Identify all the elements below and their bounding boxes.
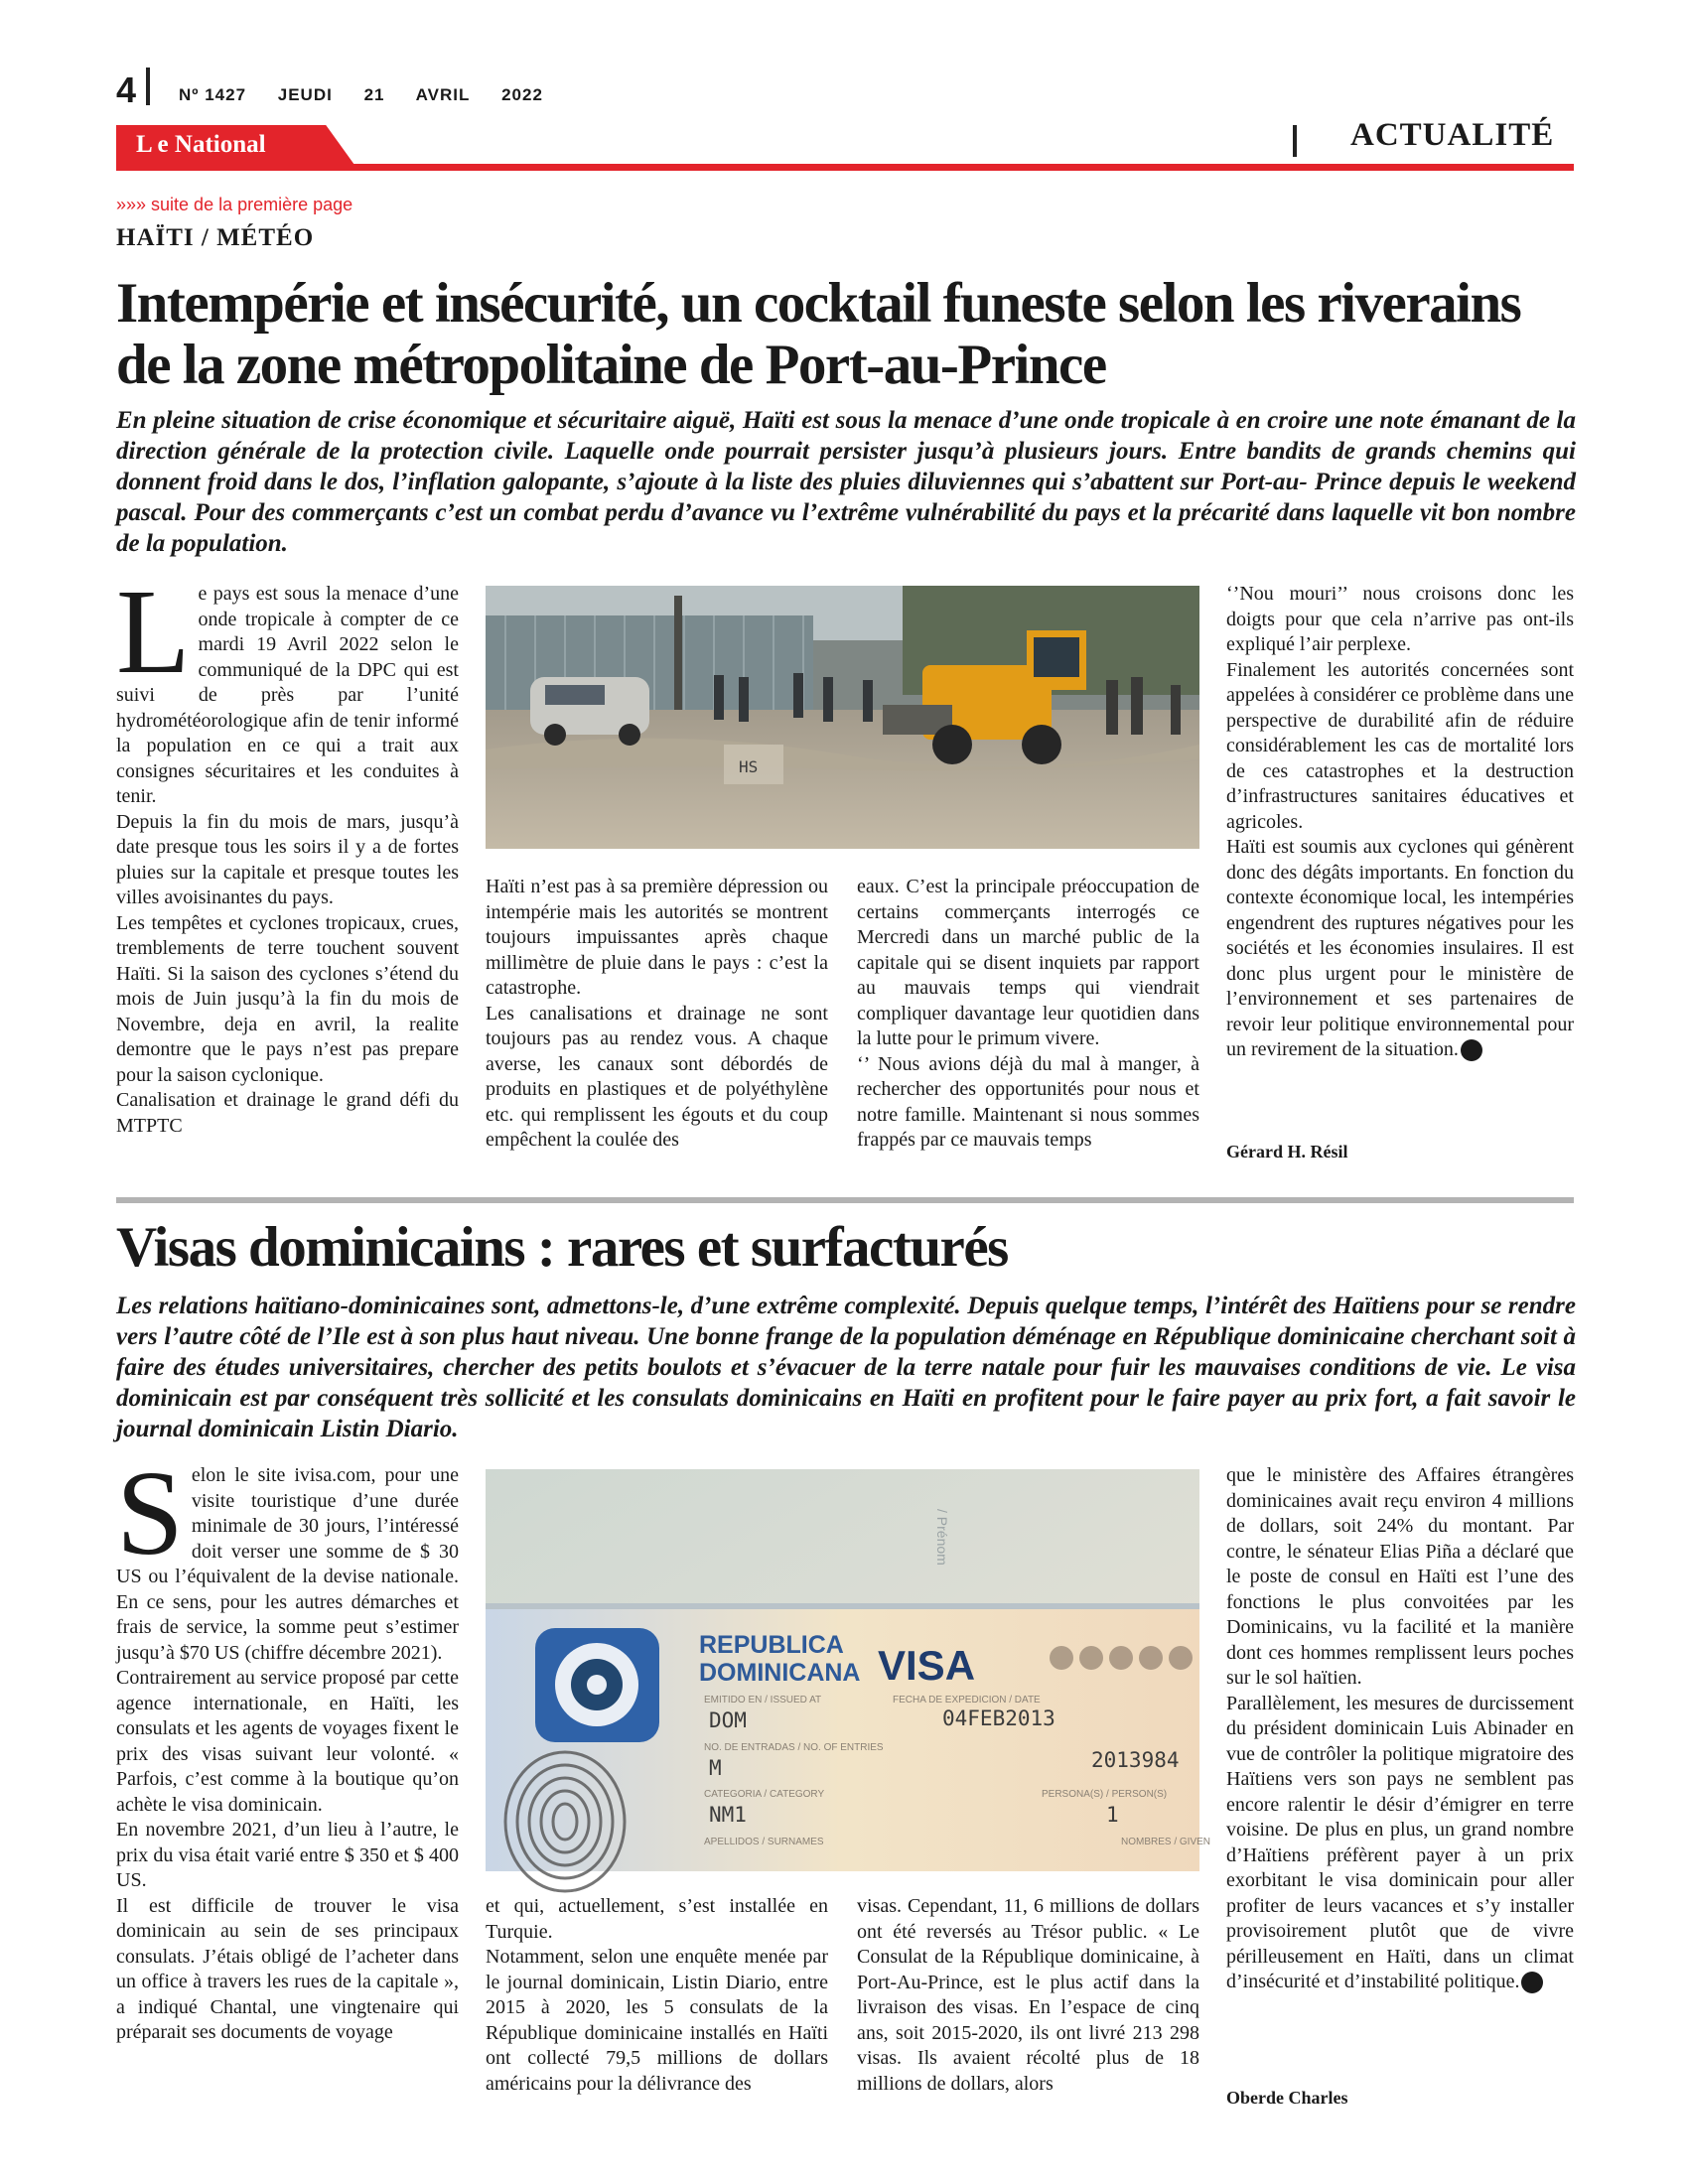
paragraph: En novembre 2021, d’un lieu à l’autre, le prix du visa était varié entre $ 350 et $ 400 US. [116,1819,459,1891]
paragraph: que le ministère des Affaires étrangères dominicaines avait reçu environ 4 millions de dollars, soit 24% du montant. Par contre, le sénateur Elias Piña a déclaré que le poste de consul en Haïti est l’une des fonctions le plus convoitées par les Dominicains, vu la facilité et la manière dont ces hommes remplissent leurs poches sur le sol haïtien. [1226,1464,1574,1689]
article-headline: Visas dominicains : rares et surfacturés [116,1216,1008,1279]
article-headline: Intempérie et insécurité, un cocktail funeste selon les riverains de la zone métropolitaine de Port-au-Prince [116,272,1521,396]
end-of-article-icon [1521,1972,1543,1993]
article-column-4 [1226,582,1574,1063]
visa-field-label: APELLIDOS / SURNAMES [704,1837,824,1847]
article-divider [116,1197,1574,1203]
article-column-1 [116,1446,459,2046]
flood-street-illustration [486,586,1199,849]
paragraph: Les canalisations et drainage ne sont toujours pas au rendez vous. A chaque averse, les canaux sont débordés de produits en plastiques et de polyéthylène etc. qui remplissent les égouts et du coup empêchent la coulée des [486,1002,828,1151]
article-column-2 [486,1894,828,2097]
paragraph-text: Parallèlement, les mesures de durcissement du président dominicain Luis Abinader en vue de contrôler la politique migratoire des Haïtiens vers son pays ne semblent pas encore ralentir le désir d’émigrer en terre voisine. De plus en plus, un grand nombre d’Haïtiens préfèrent payer à un prix exorbitant le visa dominicain pour aller profiter de leurs vacances et s’y installer provisoirement plutôt que de vivre périlleusement en Haïti, dans un climat d’insécurité et d’instabilité politique. [1226,1692,1574,1992]
issue-number: Nº 1427 [179,85,247,104]
visa-number: 2013984 [1091,1748,1180,1772]
article-lead: Les relations haïtiano-dominicaines sont, admettons-le, d’une extrême complexité. Depuis quelque temps, l’intérêt des Haïtiens pour se rendre vers l’autre côté de l’Ile est à son plus haut niveau. Une bonne frange de la population déménage en République dominicaine cherchant soit à faire des études universitaires, chercher des petits boulots et s’évacuer de la terre natale pour fuir les mauvaises conditions de vie. Le visa dominicain est par conséquent très sollicité et les consulats dominicains en Haïti en profitent pour le faire payer au prix fort, a fait savoir le journal dominicain Listin Diario. [116,1293,1576,1442]
article-rubric: HAÏTI / MÉTÉO [116,224,315,251]
issue-day: 21 [363,85,385,104]
visa-entries: 1 [1106,1803,1119,1827]
paragraph: Contrairement au service proposé par cette agence internationale, en Haïti, les consulats et les agents de voyages fixent le prix des visas suivant leur volonté. « Parfois, c’est comme à la boutique qu’on achète le visa dominicain. [116,1667,459,1816]
visa-date: 04FEB2013 [942,1706,1055,1730]
brand-name: L e National [136,131,266,158]
paragraph [1226,835,1574,1063]
article-lead: En pleine situation de crise économique et sécuritaire aiguë, Haïti est sous la menace d’une onde tropicale à en croire une note émanant de la direction générale de la protection civile. Laquelle onde pourrait persister jusqu’à plusieurs jours. Entre bandits de grands chemins qui donnent froid dans le dos, l’inflation galopante, s’ajoute à la liste des pluies diluviennes qui s’abattent sur Port-au- Prince depuis le weekend pascal. Pour des commerçants c’est un combat perdu d’avance vu l’extrême vulnérabilité du pays et la précarité dans laquelle vit bon nombre de la population. [116,407,1576,557]
drop-cap: S [116,1446,184,1580]
paragraph: Notamment, selon une enquête menée par le journal dominicain, Listin Diario, entre 2015 à 2020, les 5 consulats de la République dominicaine installés en Haïti ont collecté 79,5 millions de dollars américains pour la délivrance des [486,1946,828,2095]
paragraph: Les tempêtes et cyclones tropicaux, crues, tremblements de terre touchent souvent Haïti. Si la saison des cyclones s’étend du mois de Juin jusqu’à la fin du mois de Novembre, deja en avril, la realite demontre que le pays n’est pas prepare pour la saison cyclonique. [116,911,459,1086]
paragraph [1226,1692,1574,1995]
article-column-4 [1226,1463,1574,1995]
paragraph: e pays est sous la menace d’une onde tropicale à compter de ce mardi 19 Avril 2022 selon le communiqué de la DPC qui est suivi de près par l’unité hydrométéorologique afin de tenir informé la population en ce qui a trait aux consignes sécuritaires et les conduites à tenir. [116,583,459,807]
issue-info [179,85,569,105]
paragraph: Finalement les autorités concernées sont appelées à considérer ce problème dans une perspective de durabilité afin de réduire considérablement les cas de mortalité lors de ces catastrophes et la destruction d’infrastructures sanitaires éducatives et agricoles. [1226,658,1574,833]
issue-month: AVRIL [415,85,471,104]
author-signature: Oberde Charles [1226,2088,1348,2108]
paragraph: ‘’Nou mouri’’ nous croisons donc les doigts pour que cela n’arrive pas ont-ils expliqué l’air perplexe. [1226,583,1574,655]
paragraph-text: Haïti est soumis aux cyclones qui génèrent donc des dégâts importants. En fonction du contexte économique local, les intempéries engendrent des ruptures négatives pour les sociétés et les économies insulaires. Il est donc plus urgent pour le ministère de l’environnement et ses partenaires de revoir leur politique environnemental pour un revirement de la situation. [1226,836,1574,1060]
continuation-note: »»» suite de la première page [116,195,353,214]
paragraph: eaux. C’est la principale préoccupation de certains commerçants interrogés ce Mercredi dans un marché public de la capitale qui se disent inquiets par rapport au mauvais temps qui viendrait compliquer davantage leur quotidien dans la lutte pour le primum vivere. [857,876,1199,1049]
section-title: ACTUALITÉ [1350,117,1555,153]
visa-field-label: PERSONA(S) / PERSON(S) [1042,1789,1168,1800]
paragraph: Il est difficile de trouver le visa dominicain au sein de ses principaux consulats. J’étais obligé de l’acheter dans un office à travers les rues de la capitale », a indiqué Chantal, une vingtenaire qui préparait ses documents de voyage [116,1894,459,2043]
paragraph: ‘’ Nous avions déjà du mal à manger, à rechercher des opportunités pour nous et notre famille. Maintenant si nous sommes frappés par ce mauvais temps [857,1052,1199,1151]
visa-word: VISA [878,1642,976,1689]
issue-weekday: JEUDI [277,85,333,104]
visa-field-label: NOMBRES / GIVEN [1121,1837,1211,1847]
author-signature: Gérard H. Résil [1226,1142,1348,1161]
visa-country-1: REPUBLICA [699,1631,844,1659]
paragraph: Haïti n’est pas à sa première dépression ou intempérie mais les autorités se montrent toujours impuissantes après chaque millimètre de pluie dans le pays : c’est la catastrophe. [486,876,828,999]
paragraph: visas. Cependant, 11, 6 millions de dollars ont été reversés au Trésor public. « Le Consulat de la République dominicaine, à Port-Au-Prince, est le plus actif dans la livraison des visas. En l’espace de cinq ans, soit 2015-2020, ils ont livré 213 298 visas. Ils avaient récolté plus de 18 millions de dollars, alors [857,1895,1199,2095]
passport-text: / Prénom [934,1509,950,1566]
article-column-3 [857,875,1199,1154]
visa-field-label: FECHA DE EXPEDICION / DATE [893,1695,1041,1706]
drop-cap: L [116,565,191,699]
issue-year: 2022 [501,85,543,104]
page-number: 4 [116,69,137,110]
visa-field-label: CATEGORIA / CATEGORY [704,1789,825,1800]
page-number-divider [146,68,150,105]
article-column-1 [116,565,459,1139]
paragraph: elon le site ivisa.com, pour une visite touristique d’une durée minimale de 30 jours, l’intéressé doit verser une somme de $ 30 US ou l’équivalent de la devise nationale. En ce sens, pour les autres démarches et frais de service, la somme peut s’estimer jusqu’à $70 US (chiffre décembre 2021). [116,1464,459,1664]
article-column-2 [486,875,828,1154]
section-divider [1293,125,1297,157]
visa-field-label: NO. DE ENTRADAS / NO. OF ENTRIES [704,1742,884,1753]
visa-photo [486,1469,1211,1871]
photo-graffiti: HS [739,757,759,776]
visa-country-2: DOMINICANA [699,1659,861,1687]
paragraph: et qui, actuellement, s’est installée en Turquie. [486,1895,828,1943]
visa-category: NM1 [709,1803,747,1827]
paragraph: Canalisation et drainage le grand défi du MTPTC [116,1089,459,1137]
visa-sex: M [709,1756,722,1780]
paragraph: Depuis la fin du mois de mars, jusqu’à date presque tous les soirs il y a de fortes pluies sur la capitale et presque toutes les villes avoisinantes du pays. [116,810,459,908]
visa-field-label: EMITIDO EN / ISSUED AT [704,1695,822,1706]
article-column-3 [857,1894,1199,2097]
header-rule [116,164,1574,171]
visa-issued-in: DOM [709,1708,747,1732]
visa-illustration [486,1469,1211,1871]
flood-street-photo [486,586,1199,849]
end-of-article-icon [1461,1039,1482,1061]
